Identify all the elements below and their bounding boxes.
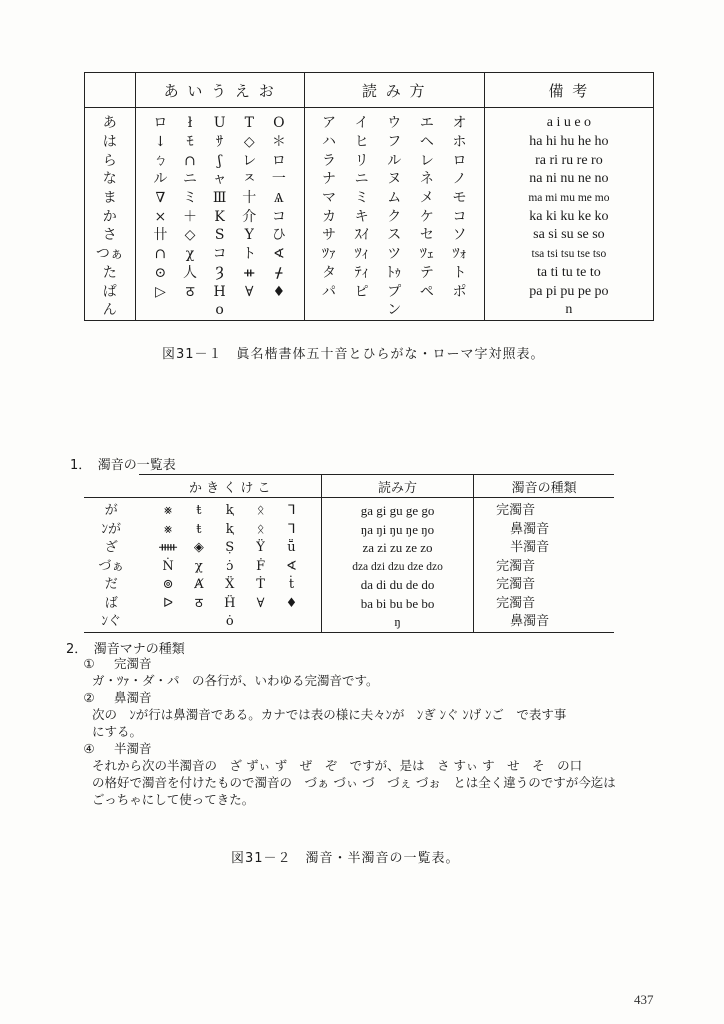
row-romaji: sa si su se so	[533, 227, 605, 243]
script-glyph: ᚑ	[244, 264, 255, 281]
katakana-cell: ペ	[419, 283, 434, 300]
row-katakana	[305, 208, 484, 226]
row-symbols	[136, 264, 304, 282]
row-hiragana: が	[104, 503, 118, 519]
row-voiced-type: 完濁音	[496, 558, 536, 574]
row-katakana	[305, 301, 484, 319]
script-glyph	[281, 613, 301, 631]
katakana-cell: ﾃｨ	[354, 264, 369, 281]
script-glyph: ∀	[256, 595, 265, 611]
script-glyph	[267, 301, 291, 319]
row-romaji: ba bi bu be bo	[321, 595, 473, 614]
row-romaji: ha hi hu he ho	[529, 134, 609, 150]
row-hiragana: ﾝが	[101, 521, 122, 537]
katakana-cell: リ	[354, 152, 369, 169]
katakana-cell: ヒ	[354, 134, 369, 151]
katakana-cell: ピ	[354, 283, 369, 300]
row-romaji: da di du de do	[321, 576, 473, 595]
script-glyph: 卄	[153, 227, 168, 244]
table-row	[84, 613, 614, 632]
script-glyph: ∩	[154, 246, 167, 263]
katakana-cell: ア	[322, 115, 337, 132]
script-glyph: 十	[242, 190, 257, 207]
sub-heading-nasal-voiced: ② 鼻濁音	[83, 690, 152, 705]
script-glyph: ȯ	[225, 614, 234, 630]
script-glyph: ∇	[155, 190, 166, 207]
row-katakana	[305, 152, 484, 170]
row-katakana	[305, 133, 484, 151]
row-hiragana: さ	[85, 226, 136, 245]
katakana-cell: メ	[419, 190, 434, 207]
script-glyph: 人	[183, 264, 198, 281]
script-glyph: ᛟ	[256, 503, 265, 519]
header-hira-blank	[85, 73, 136, 108]
katakana-cell: ﾂｪ	[419, 246, 434, 263]
script-glyph: ャ	[212, 171, 227, 188]
script-glyph: Ṅ	[162, 558, 174, 574]
katakana-cell: ロ	[452, 152, 467, 169]
row-voiced-type: 鼻濁音	[510, 521, 550, 537]
figure-caption-2: 図31－２ 濁音・半濁音の一覧表。	[231, 851, 460, 866]
row-symbols	[136, 189, 304, 207]
katakana-cell: ウ	[387, 115, 402, 132]
katakana-cell	[317, 301, 341, 319]
script-glyph: ᚋ	[275, 264, 283, 281]
script-glyph: ŧ	[196, 503, 202, 519]
row-katakana	[305, 114, 484, 132]
script-glyph: ㄅ	[153, 152, 168, 169]
script-glyph: ᐅ	[163, 595, 174, 611]
row-symbols	[136, 301, 304, 319]
script-glyph: ㅈ	[242, 171, 256, 188]
katakana-cell: テ	[419, 264, 434, 281]
katakana-cell: ム	[387, 190, 402, 207]
script-glyph	[251, 613, 271, 631]
script-glyph: ठ	[185, 283, 195, 300]
script-glyph: ṻ	[287, 540, 296, 556]
katakana-cell: ハ	[322, 134, 337, 151]
row-hiragana: な	[85, 170, 136, 189]
script-glyph: コ	[271, 208, 286, 225]
row-symbols	[136, 208, 304, 226]
table-row	[84, 498, 614, 521]
row-symbols	[139, 595, 321, 613]
table-row	[85, 282, 654, 301]
row-hiragana: ﾝぐ	[101, 614, 122, 630]
katakana-cell: ク	[387, 208, 402, 225]
katakana-cell	[350, 301, 374, 319]
script-glyph: ł	[187, 115, 193, 132]
katakana-cell: ナ	[322, 171, 337, 188]
row-voiced-type: 鼻濁音	[510, 614, 550, 630]
script-glyph: ル	[153, 171, 168, 188]
script-glyph: H	[213, 283, 226, 300]
header-symbols: あ い う え お	[135, 73, 304, 108]
row-hiragana: づぁ	[98, 558, 125, 574]
table-kana-correspondence	[84, 72, 654, 321]
table-row	[85, 207, 654, 226]
sub-heading-semi-voiced: ④ 半濁音	[83, 741, 152, 756]
script-glyph: Ȝ	[215, 264, 225, 281]
script-glyph: ＋	[183, 208, 198, 225]
row-hiragana: ま	[85, 189, 136, 208]
katakana-cell: サ	[322, 227, 337, 244]
row-voiced-type: 半濁音	[510, 540, 550, 556]
figure-caption-1: 図31－１ 眞名楷書体五十音とひらがな・ローマ字対照表。	[162, 347, 545, 362]
row-romaji: ga gi gu ge go	[321, 498, 473, 521]
script-glyph: T	[244, 115, 254, 132]
script-glyph	[158, 613, 178, 631]
script-glyph: ﾓ	[186, 134, 194, 151]
script-glyph: レ	[242, 152, 257, 169]
script-glyph: ठ	[195, 595, 203, 611]
script-glyph: ᒣ	[287, 521, 296, 537]
row-symbols	[136, 283, 304, 301]
table-row	[84, 539, 614, 558]
row-romaji: ŋa ŋi ŋu ŋe ŋo	[321, 521, 473, 540]
table-row	[85, 151, 654, 170]
katakana-cell: ﾂｨ	[354, 246, 369, 263]
katakana-cell: ニ	[354, 171, 369, 188]
katakana-cell: レ	[419, 152, 434, 169]
header-reading: 読 み 方	[304, 73, 484, 108]
row-romaji: ta ti tu te to	[537, 264, 601, 280]
script-glyph: ◇	[184, 227, 196, 244]
header-reading: 読み方	[321, 475, 473, 498]
script-glyph: ŧ	[196, 521, 202, 537]
script-glyph: K	[214, 208, 225, 225]
script-glyph: U	[213, 115, 226, 132]
script-glyph: Ḟ	[256, 558, 266, 574]
table-row	[85, 108, 654, 133]
script-glyph: ⱪ	[225, 503, 234, 519]
row-symbols	[139, 502, 321, 520]
script-glyph: χ	[194, 558, 203, 574]
katakana-cell	[447, 301, 471, 319]
header-voiced-type: 濁音の種類	[474, 475, 614, 498]
table-row	[85, 170, 654, 189]
script-glyph: Ѧ	[273, 190, 284, 207]
katakana-cell: セ	[419, 227, 434, 244]
script-glyph	[148, 301, 172, 319]
script-glyph: ↓	[154, 134, 167, 151]
katakana-cell: キ	[354, 208, 369, 225]
row-hiragana: ば	[104, 595, 118, 611]
row-katakana	[305, 245, 484, 263]
row-hiragana: つぁ	[85, 245, 136, 264]
katakana-cell: コ	[452, 208, 467, 225]
paragraph-line: ごっちゃにして使ってきた。	[92, 792, 255, 807]
script-glyph: ⊙	[154, 264, 167, 281]
row-symbols	[139, 576, 321, 594]
script-glyph: ロ	[271, 152, 286, 169]
script-glyph: O	[273, 115, 285, 132]
script-glyph: ᒣ	[287, 503, 296, 519]
row-symbols	[136, 170, 304, 188]
script-glyph: ◇	[243, 134, 255, 151]
katakana-cell: ｽｲ	[354, 227, 369, 244]
script-glyph	[237, 301, 261, 319]
row-symbols	[139, 613, 321, 631]
katakana-cell: タ	[322, 264, 337, 281]
table-row	[85, 264, 654, 283]
katakana-cell: ツ	[387, 246, 402, 263]
page-number: 437	[634, 992, 654, 1007]
katakana-cell: ネ	[419, 171, 434, 188]
paragraph-line: それから次の半濁音の ざ ずぃ ず ぜ ぞ ですが、是は さ すぃ す せ そ の口	[92, 758, 583, 773]
script-glyph: o	[215, 302, 224, 319]
row-romaji: ka ki ku ke ko	[529, 208, 609, 224]
row-symbols	[139, 539, 321, 557]
header-hira-blank	[84, 475, 139, 498]
script-glyph: Ṫ	[256, 577, 265, 593]
script-glyph: Ẍ	[225, 577, 235, 593]
row-hiragana: ら	[85, 151, 136, 170]
katakana-cell: フ	[387, 134, 402, 151]
row-hiragana: ん	[85, 301, 136, 320]
script-glyph: ɔ̇	[226, 558, 234, 574]
row-romaji: tsa tsi tsu tse tso	[531, 248, 607, 261]
body-text	[70, 655, 690, 808]
paragraph-line: の格好で濁音を付けたもので濁音の づぁ づぃ づ づぇ づぉ とは全く違うのですが今迄は	[92, 775, 616, 790]
section-heading-2: 2． 濁音マナの種類	[66, 642, 185, 657]
katakana-cell: イ	[354, 115, 369, 132]
row-katakana	[305, 283, 484, 301]
row-katakana	[305, 226, 484, 244]
script-glyph: χ	[185, 246, 195, 263]
katakana-cell: ﾂｫ	[452, 246, 467, 263]
row-katakana	[305, 189, 484, 207]
row-voiced-type: 完濁音	[496, 577, 536, 593]
script-glyph: 介	[242, 208, 257, 225]
table-row	[85, 226, 654, 245]
row-symbols	[136, 226, 304, 244]
row-symbols	[139, 521, 321, 539]
katakana-cell: ﾂｧ	[322, 246, 337, 263]
row-romaji: za zi zu ze zo	[321, 539, 473, 558]
katakana-cell: ソ	[452, 227, 467, 244]
script-glyph: Ⅲ	[212, 190, 227, 207]
row-hiragana: あ	[85, 108, 136, 133]
katakana-cell: マ	[322, 190, 337, 207]
script-glyph: ṫ	[288, 577, 295, 593]
row-hiragana: だ	[104, 577, 118, 593]
script-glyph: ミ	[183, 190, 198, 207]
katakana-cell: ス	[387, 227, 402, 244]
row-romaji: ma mi mu me mo	[528, 192, 610, 205]
katakana-cell: カ	[322, 208, 337, 225]
row-symbols	[136, 133, 304, 151]
script-glyph: ∢	[272, 246, 285, 263]
script-glyph: 一	[271, 171, 286, 188]
script-glyph	[189, 613, 209, 631]
row-symbols	[136, 114, 304, 132]
row-hiragana: た	[85, 264, 136, 283]
katakana-cell: ケ	[419, 208, 434, 225]
script-glyph: Ḧ	[224, 595, 236, 611]
katakana-cell: モ	[452, 190, 467, 207]
table-row	[84, 576, 614, 595]
paragraph-line: 次の ﾝが行は鼻濁音である。カナでは表の様に夫々ﾝが ﾝぎ ﾝぐ ﾝげ ﾝご で表す事	[92, 707, 567, 722]
katakana-cell: ヘ	[419, 134, 434, 151]
table-voiced-sounds	[84, 474, 614, 633]
script-glyph: ×	[154, 208, 167, 225]
script-glyph: S	[214, 227, 225, 244]
row-voiced-type: 完濁音	[496, 503, 536, 519]
script-glyph: Y	[244, 227, 254, 244]
table-row	[84, 558, 614, 577]
script-glyph: ひ	[271, 227, 286, 244]
katakana-cell: プ	[387, 283, 402, 300]
row-katakana	[305, 264, 484, 282]
script-glyph	[178, 301, 202, 319]
header-symbols: か き く け こ	[139, 475, 322, 498]
script-glyph: ᚔ	[159, 540, 177, 556]
katakana-cell: オ	[452, 115, 467, 132]
row-romaji: ra ri ru re ro	[535, 152, 603, 168]
row-romaji: na ni nu ne no	[529, 171, 609, 187]
script-glyph: ∀	[245, 283, 254, 300]
script-glyph: ʃ	[217, 152, 222, 169]
table-row	[84, 595, 614, 614]
script-glyph: ⊚	[162, 577, 174, 593]
table-row	[85, 189, 654, 208]
row-romaji: dza dzi dzu dze dzo	[321, 558, 473, 577]
katakana-cell	[415, 301, 439, 319]
katakana-cell: エ	[419, 115, 434, 132]
script-glyph: ⨳	[163, 503, 173, 519]
script-glyph: ∩	[184, 152, 196, 169]
row-hiragana: ざ	[104, 540, 118, 556]
script-glyph: ♦	[272, 283, 286, 300]
row-voiced-type: 完濁音	[496, 595, 536, 611]
row-hiragana: は	[85, 133, 136, 152]
script-glyph: Ṣ	[225, 540, 235, 556]
row-romaji: ŋ	[321, 613, 473, 632]
script-glyph: ▷	[155, 283, 166, 300]
row-symbols	[136, 152, 304, 170]
table-row	[84, 521, 614, 540]
script-glyph: ᛟ	[256, 521, 265, 537]
paragraph-line: にする。	[92, 724, 143, 739]
sub-heading-full-voiced: ① 完濁音	[83, 656, 152, 671]
row-romaji: a i u e o	[546, 115, 592, 131]
paragraph-line: ガ・ﾂｧ・ダ・パ の各行が、いわゆる完濁音です。	[92, 673, 379, 688]
row-symbols	[139, 558, 321, 576]
katakana-cell: ノ	[452, 171, 467, 188]
script-glyph: Ⱥ	[194, 577, 204, 593]
katakana-cell: ヌ	[387, 171, 402, 188]
katakana-cell: ポ	[452, 283, 467, 300]
katakana-cell: ﾄｩ	[387, 264, 402, 281]
table-row	[85, 133, 654, 152]
row-hiragana: か	[85, 207, 136, 226]
katakana-cell: ン	[387, 302, 402, 319]
script-glyph: Ÿ	[256, 540, 265, 556]
script-glyph: ニ	[183, 171, 198, 188]
katakana-cell: ト	[452, 264, 467, 281]
table-row	[85, 301, 654, 320]
katakana-cell: ホ	[452, 134, 467, 151]
script-glyph: ＊	[271, 134, 286, 151]
row-romaji: n	[565, 302, 573, 318]
script-glyph: ト	[242, 246, 257, 263]
katakana-cell: ラ	[322, 152, 337, 169]
row-katakana	[305, 170, 484, 188]
row-romaji: pa pi pu pe po	[529, 283, 609, 299]
table-row	[85, 245, 654, 264]
script-glyph: ◈	[193, 540, 204, 556]
script-glyph: ♦	[285, 595, 298, 611]
script-glyph: コ	[212, 246, 227, 263]
header-remarks: 備 考	[484, 73, 653, 108]
script-glyph: ⱪ	[225, 521, 234, 537]
row-hiragana: ぱ	[85, 282, 136, 301]
katakana-cell: ミ	[354, 190, 369, 207]
row-symbols	[136, 245, 304, 263]
script-glyph: ｻ	[216, 134, 224, 151]
katakana-cell: パ	[322, 283, 337, 300]
script-glyph: ロ	[153, 115, 168, 132]
katakana-cell: ル	[387, 152, 402, 169]
section-heading-1: 1． 濁音の一覧表	[70, 458, 176, 473]
script-glyph: ⨳	[163, 521, 173, 537]
script-glyph: ∢	[286, 558, 297, 574]
